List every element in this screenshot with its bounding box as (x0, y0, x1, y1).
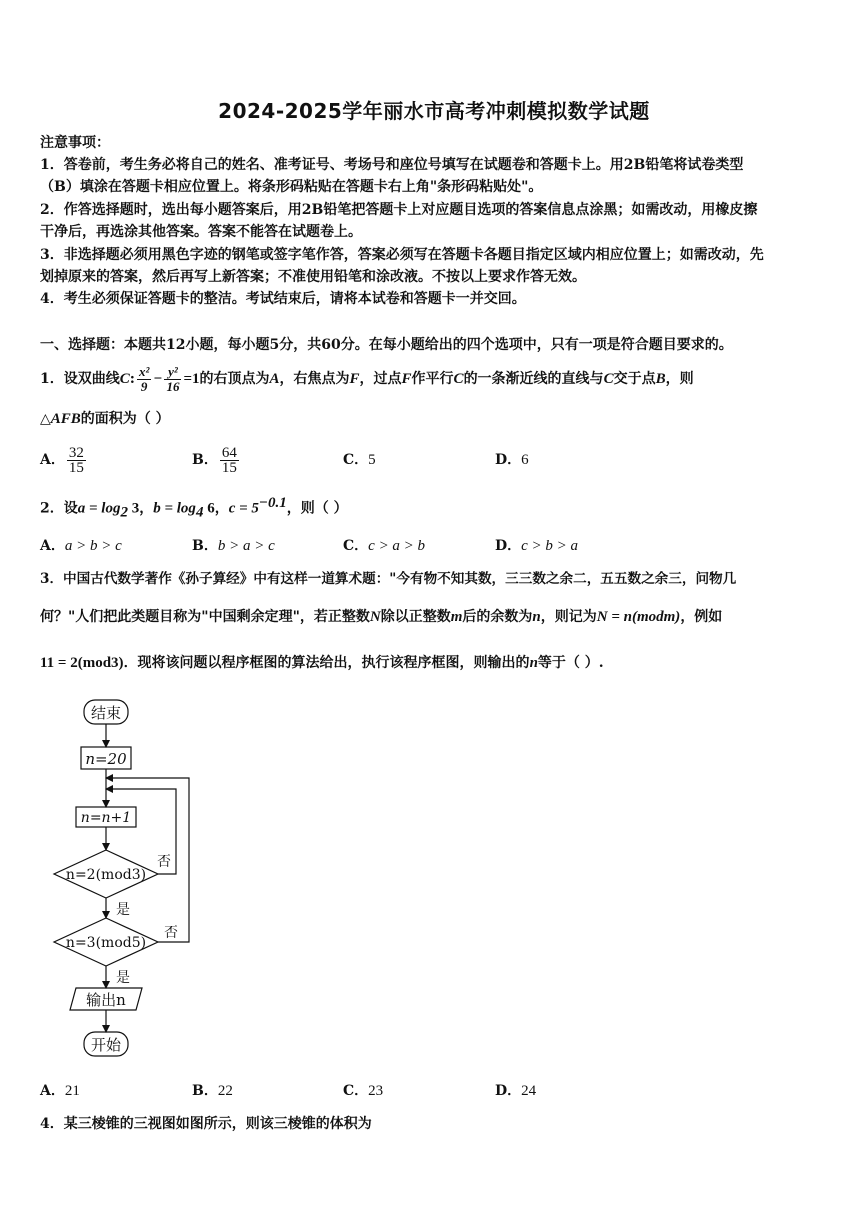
fraction-denominator: 15 (221, 459, 237, 476)
q3-var: n (529, 655, 538, 671)
flow-yes-2: 是 (116, 970, 130, 986)
option-value: c > a > b (368, 538, 426, 554)
option-label: D． (495, 452, 522, 468)
option-label: D． (495, 538, 522, 554)
q1-var: B (655, 371, 666, 387)
q3-text: 等于（ ）. (537, 655, 604, 671)
q1-text: 作平行 (411, 371, 454, 387)
flow-no-1: 否 (157, 854, 171, 870)
option-value: 24 (521, 1083, 537, 1099)
q1-text: △ (40, 411, 51, 427)
question-3-line-1: 3．中国古代数学著作《孙子算经》中有这样一道算术题："今有物不知其数，三三数之余二，五五数之余三，问物几 (40, 571, 737, 587)
option-fraction (220, 446, 239, 475)
q1-option-a (40, 440, 88, 480)
option-label: B． (192, 1083, 218, 1099)
q3-text: ，则记为 (540, 609, 597, 625)
option-value: c > b > a (521, 538, 579, 554)
q1-op: − (153, 371, 163, 387)
option-label: A． (40, 1083, 65, 1099)
q1-text: : (129, 371, 135, 387)
q2-text: ， (139, 500, 154, 517)
flow-end-label: 结束 (90, 704, 122, 722)
q3-option-a (40, 1080, 80, 1100)
q2-option-d (495, 535, 578, 555)
q3-text: ，例如 (680, 609, 723, 625)
section-heading: 一、选择题：本题共12小题，每小题5分，共60分。在每小题给出的四个选项中，只有一项是符合题目要求的。 (40, 337, 733, 353)
option-label: C． (343, 452, 369, 468)
question-1-line-1 (40, 363, 694, 395)
option-value: 22 (217, 1083, 233, 1099)
q2-expr: c = 5 (228, 500, 259, 517)
option-value: 21 (64, 1083, 80, 1099)
option-label: C． (343, 538, 369, 554)
q1-fraction (164, 365, 181, 394)
q1-text: ，则 (665, 371, 694, 387)
notice-line: 划掉原来的答案，然后再写上新答案；不准使用铅笔和涂改液。不按以上要求作答无效。 (40, 269, 586, 285)
page-title: 2024-2025学年丽水市高考冲刺模拟数学试题 (218, 99, 650, 123)
q3-text: 除以正整数 (380, 609, 451, 625)
q1-var: A (269, 371, 280, 387)
option-fraction (67, 446, 86, 475)
fraction-numerator: y² (164, 365, 181, 380)
notice-line: 干净后，再选涂其他答案。答案不能答在试题卷上。 (40, 224, 362, 240)
q2-expr: b = log (153, 500, 196, 517)
option-value: 5 (368, 452, 376, 468)
q1-text: ，过点 (359, 371, 402, 387)
q3-option-c (343, 1080, 383, 1100)
q1-option-c (343, 449, 376, 469)
notice-line: 4．考生必须保证答题卡的整洁。考试结束后，请将本试卷和答题卡一并交回。 (40, 291, 526, 307)
fraction-numerator: x² (138, 363, 150, 379)
question-4: 4．某三棱锥的三视图如图所示，则该三棱锥的体积为 (40, 1116, 372, 1132)
q2-expr: 3 (127, 500, 140, 517)
q1-text: 1．设双曲线 (40, 371, 120, 387)
question-3-line-2 (40, 607, 722, 627)
q1-option-d (495, 449, 529, 469)
q2-sub: 2 (120, 504, 128, 521)
q2-option-c (343, 535, 425, 555)
option-value: 23 (368, 1083, 384, 1099)
option-label: A． (40, 538, 65, 554)
fraction-numerator: 64 (221, 444, 237, 461)
fraction-denominator: 16 (166, 378, 180, 394)
q3-text: 后的余数为 (462, 609, 533, 625)
q1-var: AFB (50, 411, 81, 427)
q2-text: ， (214, 500, 229, 517)
question-2 (40, 493, 348, 522)
flow-cond2-label: n=3(mod5) (65, 935, 147, 951)
q1-option-b (192, 440, 241, 480)
q1-op: =1 (183, 371, 200, 387)
q3-option-d (495, 1080, 536, 1100)
notice-line: 1．答卷前，考生务必将自己的姓名、准考证号、考场号和座位号填写在试题卷和答题卡上。用2B铅笔将试卷类型 (40, 157, 744, 173)
q3-var: n (532, 609, 541, 625)
option-value: b > a > c (217, 538, 275, 554)
flow-init-label: n=20 (85, 750, 127, 768)
q3-formula: N = n(modm) (596, 609, 681, 625)
q1-text: 的右顶点为 (199, 371, 270, 387)
q1-var: C (453, 371, 464, 387)
notice-line: 3．非选择题必须用黑色字迹的钢笔或签字笔作答，答案必须写在答题卡各题目指定区域内相应位置上；如需改动，先 (40, 247, 764, 263)
option-value: 6 (521, 452, 529, 468)
q3-var: m (450, 609, 463, 625)
option-label: B． (192, 452, 218, 468)
question-3-line-3 (40, 653, 604, 673)
flowchart (0, 690, 300, 1070)
q1-text: ，右焦点为 (279, 371, 350, 387)
notice-line: 2．作答选择题时，选出每小题答案后，用2B铅笔把答题卡上对应题目选项的答案信息点涂黑；如需改动，用橡皮擦 (40, 202, 758, 218)
notice-heading: 注意事项： (40, 135, 110, 151)
question-1-line-2 (40, 409, 170, 429)
notice-line: （B）填涂在答题卡相应位置上。将条形码粘贴在答题卡右上角"条形码粘贴处"。 (40, 179, 543, 195)
option-value: a > b > c (64, 538, 122, 554)
flow-step-label: n=n+1 (80, 810, 132, 826)
q2-option-b (192, 535, 275, 555)
q2-option-a (40, 535, 122, 555)
q1-fraction (137, 365, 151, 394)
q2-sub: 4 (195, 504, 204, 521)
q3-text: ．现将该问题以程序框图的算法给出，执行该程序框图，则输出的 (123, 655, 530, 671)
option-label: C． (343, 1083, 369, 1099)
q3-var: N (369, 609, 381, 625)
option-label: D． (495, 1083, 522, 1099)
fraction-numerator: 32 (68, 444, 84, 461)
flow-cond1-label: n=2(mod3) (65, 867, 147, 883)
q1-var: F (401, 371, 412, 387)
q2-sup: −0.1 (258, 495, 287, 511)
q1-text: 的面积为（ ） (80, 411, 170, 427)
option-label: A． (40, 452, 65, 468)
q3-formula: 11 = 2(mod3) (40, 655, 124, 671)
flow-yes-1: 是 (116, 902, 130, 918)
q3-option-b (192, 1080, 233, 1100)
q1-text: 的一条渐近线的直线与 (463, 371, 604, 387)
fraction-denominator: 9 (140, 378, 148, 394)
q3-text: 何？"人们把此类题目称为"中国剩余定理"，若正整数 (40, 609, 370, 625)
q1-var: F (349, 371, 360, 387)
flow-no-2: 否 (164, 925, 178, 941)
q2-text: 2．设 (40, 500, 78, 517)
option-label: B． (192, 538, 218, 554)
q2-expr: a = log (77, 500, 121, 517)
q2-expr: 6 (203, 500, 215, 517)
flow-start-label: 开始 (90, 1036, 122, 1054)
fraction-denominator: 15 (68, 459, 84, 476)
q1-var: C (119, 371, 130, 387)
q2-text: ，则（ ） (286, 500, 348, 517)
q1-text: 交于点 (613, 371, 656, 387)
flow-output-label: 输出n (86, 991, 126, 1009)
q1-var: C (603, 371, 614, 387)
